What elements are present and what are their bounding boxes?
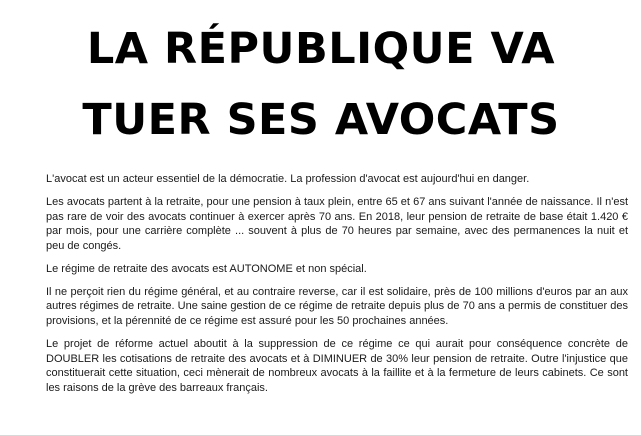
paragraph-reform-impact: Le projet de réforme actuel aboutit à la suppression de ce régime ce qui aurait pour conséquence concrète de DOUBLER les cotisations de retraite des avocats et à DIMINUER de 30% leur pension de retraite. Outre l'injustice que constituerait cette situation, ceci mènerait de nombreux avocats à la faillite et à la fermeture de leurs cabinets. Ce sont les raisons de la grève des barreaux français. xyxy=(46,337,628,394)
headline-line-1: LA RÉPUBLIQUE VA xyxy=(86,24,556,74)
headline-line-2: TUER SES AVOCATS xyxy=(82,95,560,145)
paragraph-autonomous-regime: Le régime de retraite des avocats est AUTONOME et non spécial. xyxy=(46,262,367,275)
article-body xyxy=(46,172,628,404)
paragraph-solidarity: Il ne perçoit rien du régime général, et au contraire reverse, car il est solidaire, près de 100 millions d'euros par an aux autres régimes de retraite. Une saine gestion de ce régime de retraite depuis plus de 70 ans a permis de constituer des provisions, et la pérennité de ce régime est assuré pour les 50 prochaines années. xyxy=(46,285,628,327)
paragraph-retirement-age: Les avocats partent à la retraite, pour une pension à taux plein, entre 65 et 67 ans suivant l'année de naissance. Il n'est pas rare de voir des avocats continuer à exercer après 70 ans. En 2018, leur pension de retraite de base était 1.420 € par mois, pour une carrière complète ... souvent à plus de 70 heures par semaine, avec des permanences la nuit et peu de congés. xyxy=(46,195,628,252)
paragraph-intro: L'avocat est un acteur essentiel de la démocratie. La profession d'avocat est aujourd'hui en danger. xyxy=(46,173,530,185)
